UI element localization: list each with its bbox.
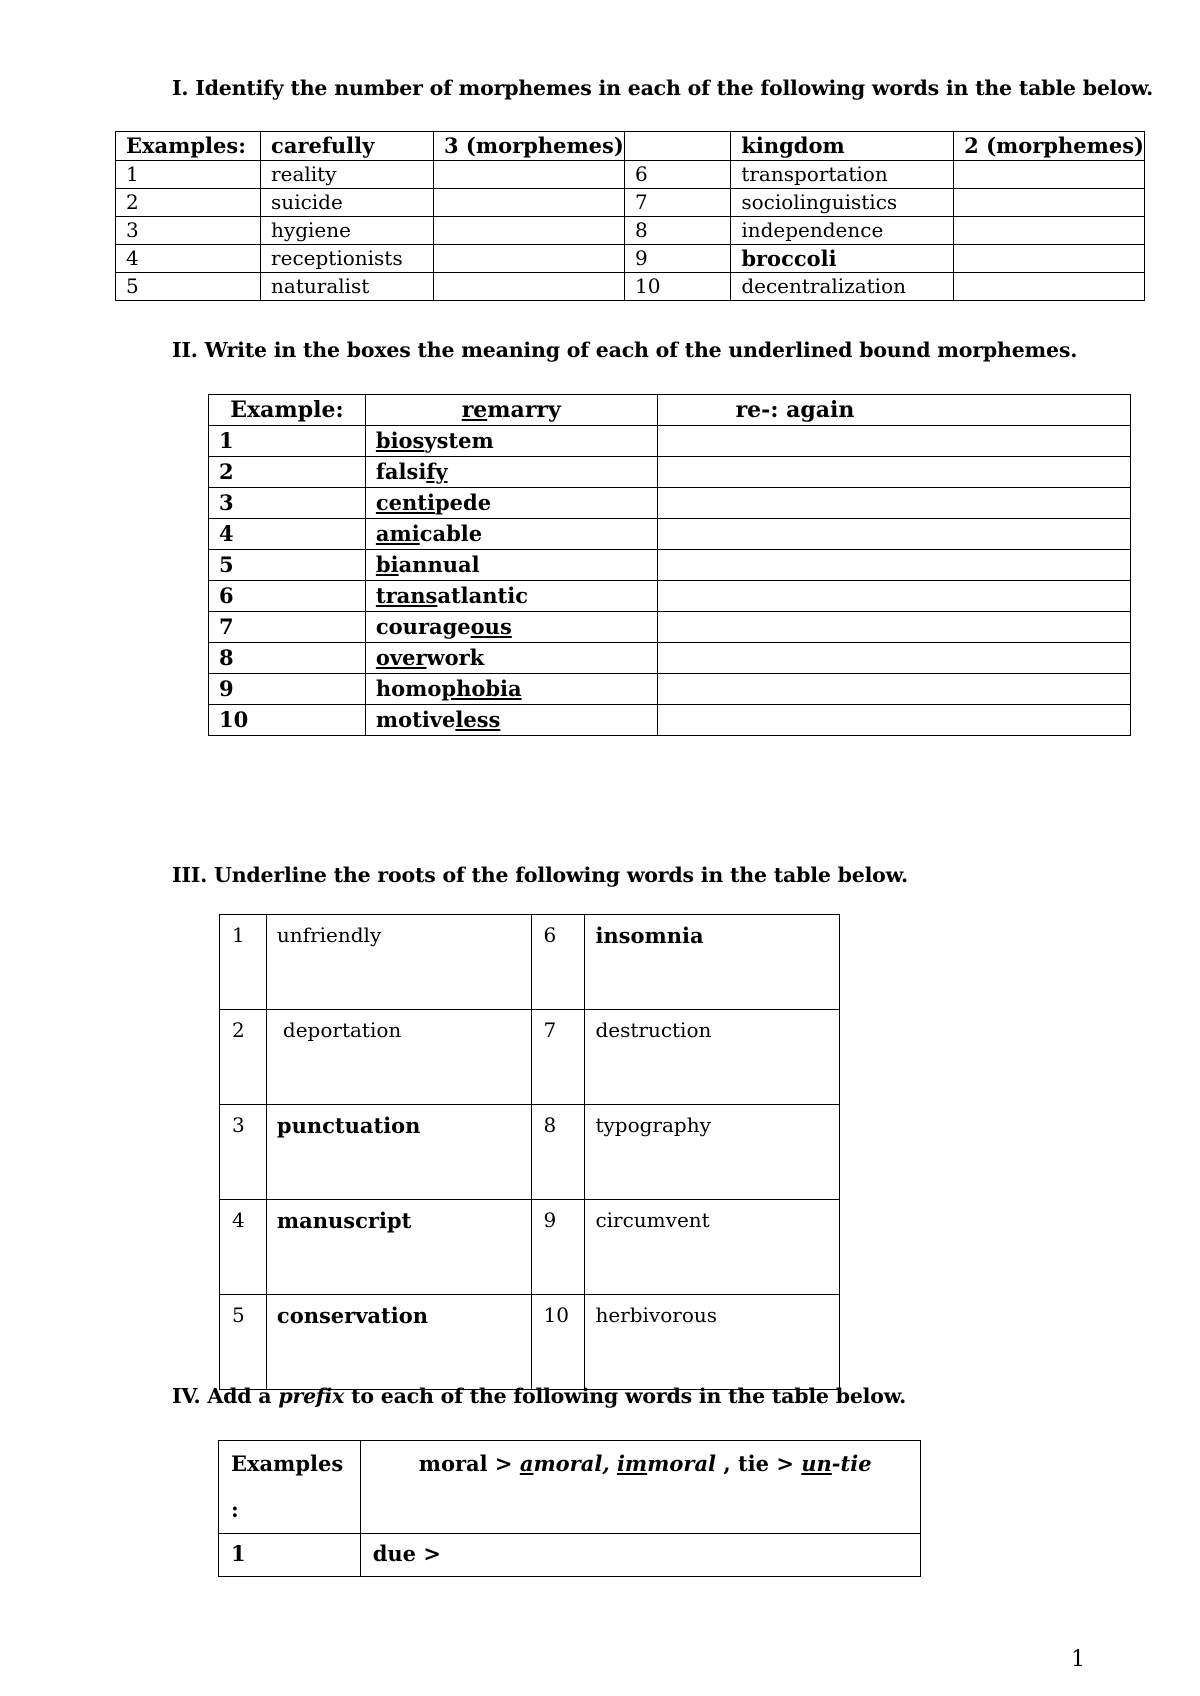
row-number: 2 xyxy=(220,1010,267,1105)
word-prefix-part: homo xyxy=(375,676,442,701)
table-row xyxy=(220,1295,840,1390)
row-number: 9 xyxy=(624,245,730,273)
word-cell xyxy=(365,488,657,519)
row-number: 3 xyxy=(116,217,261,245)
row-number: 7 xyxy=(624,189,730,217)
example-label: Example: xyxy=(209,395,366,426)
table-row xyxy=(209,643,1131,674)
answer-cell[interactable] xyxy=(434,217,625,245)
row-number: 10 xyxy=(624,273,730,301)
underlined-prefix: im xyxy=(616,1451,648,1476)
word-cell xyxy=(365,612,657,643)
underlined-morpheme: ami xyxy=(375,521,420,546)
table-row xyxy=(220,1010,840,1105)
table-row xyxy=(116,217,1145,245)
word-suffix-part: pede xyxy=(434,490,492,515)
table-row xyxy=(209,612,1131,643)
word-rest: marry xyxy=(487,397,561,423)
row-number: 1 xyxy=(116,161,261,189)
example-word xyxy=(365,395,657,426)
word-cell: sociolinguistics xyxy=(731,189,954,217)
table-row xyxy=(116,273,1145,301)
word-rest: moral xyxy=(647,1451,717,1476)
answer-cell[interactable] xyxy=(954,217,1145,245)
prefix-answer-cell[interactable]: due > xyxy=(360,1534,920,1577)
word-cell xyxy=(365,705,657,736)
section2-heading: II. Write in the boxes the meaning of each of the underlined bound morphemes. xyxy=(172,338,1078,362)
word-cell[interactable]: circumvent xyxy=(585,1200,840,1295)
row-number: 1 xyxy=(209,426,366,457)
example-word: kingdom xyxy=(731,132,954,161)
word-cell[interactable]: manuscript xyxy=(266,1200,531,1295)
row-number: 4 xyxy=(209,519,366,550)
section4-heading-pre: IV. Add a xyxy=(172,1384,279,1408)
underline-roots-table xyxy=(219,914,840,1390)
answer-cell[interactable] xyxy=(954,273,1145,301)
row-number: 9 xyxy=(209,674,366,705)
row-number: 5 xyxy=(209,550,366,581)
underlined-morpheme: over xyxy=(375,645,427,670)
table-row xyxy=(209,705,1131,736)
table-row xyxy=(116,132,1145,161)
section3-heading: III. Underline the roots of the following words in the table below. xyxy=(172,863,908,887)
row-number: 5 xyxy=(116,273,261,301)
underlined-morpheme: fy xyxy=(426,459,448,484)
word-cell xyxy=(365,550,657,581)
underlined-morpheme: phobia xyxy=(441,676,522,701)
word-cell xyxy=(365,519,657,550)
word-cell: transportation xyxy=(731,161,954,189)
table-row xyxy=(209,519,1131,550)
row-number: 10 xyxy=(531,1295,585,1390)
table-row xyxy=(116,245,1145,273)
table-row xyxy=(116,189,1145,217)
table-row xyxy=(209,674,1131,705)
table-row xyxy=(219,1534,921,1577)
row-number: 5 xyxy=(220,1295,267,1390)
word-cell[interactable]: deportation xyxy=(266,1010,531,1105)
word-cell xyxy=(365,674,657,705)
word-cell: suicide xyxy=(261,189,434,217)
page-number: 1 xyxy=(1071,1647,1085,1672)
word-suffix-part: annual xyxy=(398,552,480,577)
word-cell: reality xyxy=(261,161,434,189)
example-label xyxy=(219,1441,361,1534)
example-label-line1: Examples xyxy=(231,1451,344,1476)
word-suffix-part: cable xyxy=(419,521,483,546)
section4-heading-post: to each of the following words in the table below. xyxy=(344,1384,907,1408)
meaning-answer-box[interactable] xyxy=(657,550,1130,581)
add-prefix-table xyxy=(218,1440,921,1577)
row-number: 10 xyxy=(209,705,366,736)
underlined-morpheme: bi xyxy=(375,552,399,577)
example-content xyxy=(360,1441,920,1534)
underlined-morpheme: bios xyxy=(375,428,425,453)
word-suffix-part: ystem xyxy=(424,428,494,453)
answer-cell[interactable] xyxy=(434,189,625,217)
word-cell: naturalist xyxy=(261,273,434,301)
word-cell xyxy=(365,426,657,457)
example-separator: > xyxy=(487,1451,520,1476)
row-number: 3 xyxy=(220,1105,267,1200)
word-cell[interactable]: conservation xyxy=(266,1295,531,1390)
underlined-morpheme: centi xyxy=(375,490,435,515)
meaning-answer-box[interactable] xyxy=(657,643,1130,674)
answer-cell[interactable] xyxy=(954,161,1145,189)
section4-heading xyxy=(172,1384,906,1408)
example-derived-3 xyxy=(801,1451,871,1476)
word-prefix-part: falsi xyxy=(375,459,427,484)
table-row xyxy=(220,1200,840,1295)
answer-cell[interactable] xyxy=(954,245,1145,273)
row-number: 6 xyxy=(209,581,366,612)
blank-cell xyxy=(624,132,730,161)
table-row xyxy=(116,161,1145,189)
row-number: 3 xyxy=(209,488,366,519)
word-cell: independence xyxy=(731,217,954,245)
table-row xyxy=(220,915,840,1010)
meaning-answer-box[interactable] xyxy=(657,612,1130,643)
word-cell[interactable]: punctuation xyxy=(266,1105,531,1200)
word-prefix-part: motive xyxy=(375,707,456,732)
table-row xyxy=(220,1105,840,1200)
row-number: 6 xyxy=(624,161,730,189)
example-middle: , tie > xyxy=(716,1451,802,1476)
row-number: 2 xyxy=(116,189,261,217)
underlined-morpheme: re xyxy=(461,397,488,423)
row-number: 7 xyxy=(531,1010,585,1105)
table-row xyxy=(209,488,1131,519)
morpheme-count-table xyxy=(115,131,1145,301)
answer-cell[interactable] xyxy=(954,189,1145,217)
section1-heading: I. Identify the number of morphemes in each of the following words in the table below. xyxy=(172,76,1154,100)
underlined-morpheme: ous xyxy=(470,614,512,639)
row-number: 9 xyxy=(531,1200,585,1295)
underlined-morpheme: trans xyxy=(375,583,438,608)
word-rest: moral, xyxy=(533,1451,610,1476)
word-cell[interactable]: destruction xyxy=(585,1010,840,1105)
section4-heading-emphasis: prefix xyxy=(278,1384,345,1408)
row-number: 8 xyxy=(624,217,730,245)
row-number: 4 xyxy=(116,245,261,273)
meaning-answer-box[interactable] xyxy=(657,519,1130,550)
answer-cell[interactable] xyxy=(434,161,625,189)
table-row xyxy=(209,457,1131,488)
table-row xyxy=(209,426,1131,457)
row-number: 8 xyxy=(209,643,366,674)
word-cell[interactable]: unfriendly xyxy=(266,915,531,1010)
word-cell: receptionists xyxy=(261,245,434,273)
word-rest: -tie xyxy=(831,1451,872,1476)
row-number: 2 xyxy=(209,457,366,488)
example-derived-1 xyxy=(520,1451,610,1476)
row-number: 4 xyxy=(220,1200,267,1295)
table-row xyxy=(219,1441,921,1534)
row-number: 6 xyxy=(531,915,585,1010)
underlined-morpheme: less xyxy=(455,707,501,732)
answer-cell[interactable] xyxy=(434,245,625,273)
word-prefix-part: courage xyxy=(375,614,471,639)
example-label: Examples: xyxy=(116,132,261,161)
row-number: 8 xyxy=(531,1105,585,1200)
meaning-answer-box[interactable] xyxy=(657,705,1130,736)
underlined-prefix: un xyxy=(801,1451,832,1476)
meaning-answer-box[interactable] xyxy=(657,457,1130,488)
underlined-prefix: a xyxy=(519,1451,534,1476)
word-cell xyxy=(365,643,657,674)
meaning-answer-box[interactable] xyxy=(657,488,1130,519)
example-label-line2: : xyxy=(231,1497,239,1522)
table-row xyxy=(209,395,1131,426)
example-count: 2 (morphemes) xyxy=(954,132,1145,161)
word-cell: hygiene xyxy=(261,217,434,245)
example-word: carefully xyxy=(261,132,434,161)
word-cell xyxy=(365,457,657,488)
word-suffix-part: atlantic xyxy=(437,583,528,608)
table-row xyxy=(209,550,1131,581)
word-cell[interactable]: typography xyxy=(585,1105,840,1200)
word-cell xyxy=(365,581,657,612)
row-number: 1 xyxy=(220,915,267,1010)
meaning-answer-box[interactable] xyxy=(657,581,1130,612)
row-number: 7 xyxy=(209,612,366,643)
word-cell[interactable]: insomnia xyxy=(585,915,840,1010)
word-cell: broccoli xyxy=(731,245,954,273)
bound-morpheme-meaning-table xyxy=(208,394,1131,736)
row-number: 1 xyxy=(219,1534,361,1577)
answer-cell[interactable] xyxy=(434,273,625,301)
word-suffix-part: work xyxy=(426,645,485,670)
word-cell: decentralization xyxy=(731,273,954,301)
example-meaning: re-: again xyxy=(657,395,1130,426)
example-line xyxy=(373,1441,920,1487)
table-row xyxy=(209,581,1131,612)
meaning-answer-box[interactable] xyxy=(657,674,1130,705)
word-cell[interactable]: herbivorous xyxy=(585,1295,840,1390)
example-base-word: moral xyxy=(418,1451,488,1476)
example-derived-2 xyxy=(617,1451,716,1476)
meaning-answer-box[interactable] xyxy=(657,426,1130,457)
example-count: 3 (morphemes) xyxy=(434,132,625,161)
